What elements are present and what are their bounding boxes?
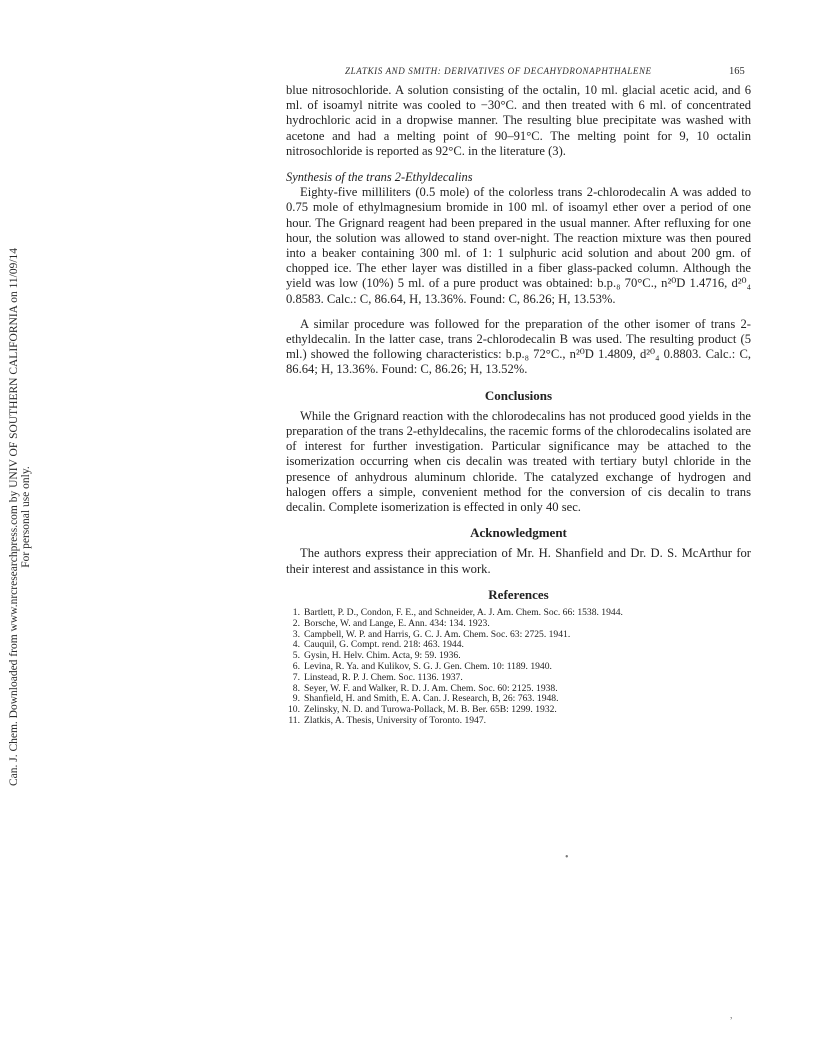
references-heading: References (488, 586, 549, 602)
reference-number: 6. (292, 661, 300, 673)
reference-number: 11. (288, 715, 300, 727)
acknowledgment-heading: Acknowledgment (470, 525, 567, 541)
reference-number: 2. (292, 617, 300, 629)
reference-number: 8. (292, 682, 300, 694)
scan-speck: , (730, 1010, 733, 1021)
synthesis-heading: Synthesis of the trans 2-Ethyldecalins (286, 170, 473, 185)
paragraph-synthesis-a: Eighty-five milliliters (0.5 mole) of the colorless trans 2-chlorodecalin A was added to 0.75 mole of ethylmagnesium bromide in 100 ml. of isoamyl ether over a period of one hour. The Grignard reagent had been prepared in the usual manner. After refluxing for one hour, the solution was allowed to stand over-night. The reaction mixture was then poured into a beaker containing 300 ml. of 1: 1 sulphuric acid solution and about 200 gm. of chopped ice. The ether layer was distilled in a fiber glass-packed column. Although the yield was low (10%) 5 ml. of a pure product was obtained: b.p.₈ 70°C., n²⁰D 1.4716, d²⁰₄ 0.8583. Calc.: C, 86.64, H, 13.36%. Found: C, 86.26; H, 13.53%. (286, 185, 751, 306)
paragraph-conclusions: While the Grignard reaction with the chlorodecalins has not produced good yields in the preparation of the trans 2-ethyldecalins, the racemic forms of the chlorodecalins isolated are of interest for further investigation. Particular significance may be attached to the isomerization occurring when cis decalin was treated with tertiary butyl chloride in the presence of anhydrous aluminum chloride. The catalyzed exchange of hydrogen and halogen offers a simple, convenient method for the conversion of cis decalin to trans decalin. Complete isomerization is effected in only 40 sec. (286, 408, 751, 515)
reference-number: 4. (292, 639, 300, 651)
text-column (286, 83, 751, 727)
reference-text: Seyer, W. F. and Walker, R. D. J. Am. Chem. Soc. 60: 2125. 1938. (304, 682, 558, 694)
reference-number: 10. (288, 704, 300, 716)
reference-number: 3. (292, 628, 300, 640)
reference-text: Linstead, R. P. J. Chem. Soc. 1136. 1937. (304, 671, 463, 683)
reference-text: Bartlett, P. D., Condon, F. E., and Schneider, A. J. Am. Chem. Soc. 66: 1538. 1944. (304, 607, 623, 619)
page-number: 165 (729, 66, 745, 77)
reference-item (286, 716, 751, 727)
paragraph-synthesis-b: A similar procedure was followed for the preparation of the other isomer of trans 2-ethyldecalin. In the latter case, trans 2-chlorodecalin B was used. The resulting product (5 ml.) showed the following characteristics: b.p.₈ 72°C., n²⁰D 1.4809, d²⁰₄ 0.8803. Calc.: C, 86.64; H, 13.36%. Found: C, 86.26; H, 13.52%. (286, 316, 751, 377)
reference-list (286, 608, 751, 727)
reference-number: 9. (292, 693, 300, 705)
paragraph-acknowledgment: The authors express their appreciation of Mr. H. Shanfield and Dr. D. S. McArthur for their interest and assistance in this work. (286, 546, 751, 576)
scan-speck: • (565, 852, 569, 863)
reference-text: Cauquil, G. Compt. rend. 218: 463. 1944. (304, 639, 464, 651)
reference-number: 5. (292, 650, 300, 662)
watermark-line-1: Can. J. Chem. Downloaded from www.nrcresearchpress.com by UNIV OF SOUTHERN CALIFORNIA on 11/09/14 (8, 247, 20, 787)
reference-text: Levina, R. Ya. and Kulikov, S. G. J. Gen. Chem. 10: 1189. 1940. (304, 661, 552, 673)
paragraph-nitrosochloride: blue nitrosochloride. A solution consisting of the octalin, 10 ml. glacial acetic acid, and 6 ml. of isoamyl nitrite was cooled to −30°C. and then treated with 6 ml. of concentrated hydrochloric acid in a dropwise manner. The resulting blue precipitate was washed with acetone and had a melting point of 90–91°C. The melting point for 9, 10 octalin nitrosochloride is reported as 92°C. in the literature (3). (286, 83, 751, 158)
reference-text: Gysin, H. Helv. Chim. Acta, 9: 59. 1936. (304, 650, 461, 662)
reference-number: 7. (292, 671, 300, 683)
reference-text: Zlatkis, A. Thesis, University of Toronto. 1947. (304, 715, 487, 727)
running-title: ZLATKIS AND SMITH: DERIVATIVES OF DECAHYDRONAPHTHALENE (345, 66, 652, 76)
reference-number: 1. (292, 607, 300, 619)
reference-text: Campbell, W. P. and Harris, G. C. J. Am. Chem. Soc. 63: 2725. 1941. (304, 628, 571, 640)
watermark-line-2: For personal use only. (20, 466, 32, 568)
reference-text: Zelinsky, N. D. and Turowa-Pollack, M. B. Ber. 65B: 1299. 1932. (304, 704, 557, 716)
reference-text: Shanfield, H. and Smith, E. A. Can. J. Research, B, 26: 763. 1948. (304, 693, 559, 705)
reference-text: Borsche, W. and Lange, E. Ann. 434: 134. 1923. (304, 617, 490, 629)
conclusions-heading: Conclusions (484, 387, 553, 403)
download-watermark (0, 0, 40, 1052)
